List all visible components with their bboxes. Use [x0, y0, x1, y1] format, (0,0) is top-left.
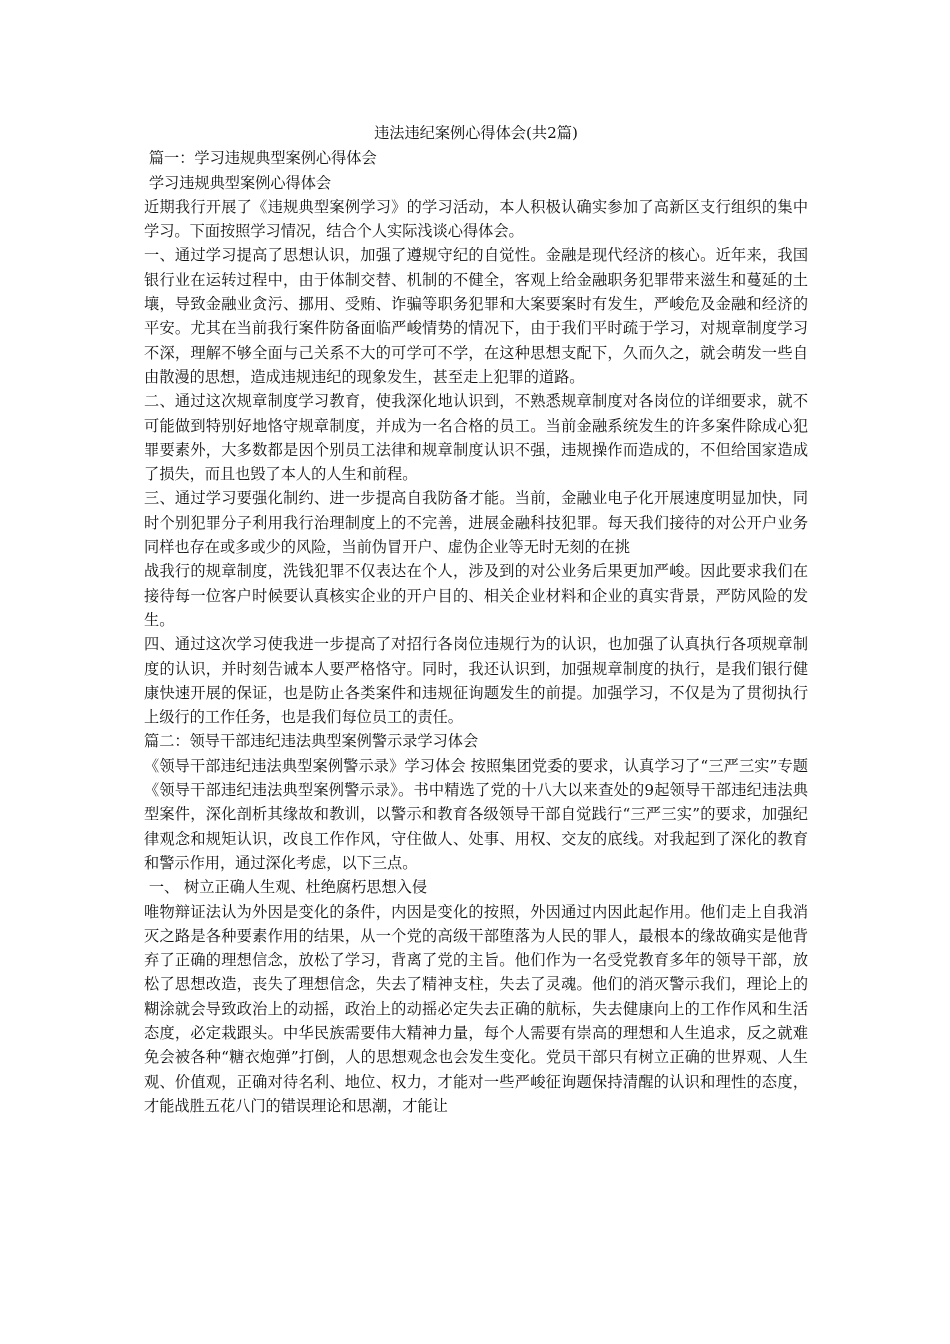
paragraph-point-4: 四、通过这次学习使我进一步提高了对招行各岗位违规行为的认识，也加强了认真执行各项规章制度的认识，并时刻告诫本人要严格恪守。同时，我还认识到，加强规章制度的执行，是我们银行健康快速开展的保证，也是防止各类案件和违规征询题发生的前提。加强学习，不仅是为了贯彻执行上级行的工作任务，也是我们每位员工的责任。	[144, 635, 808, 727]
paragraph-point-2: 二、通过这次规章制度学习教育，使我深化地认识到，不熟悉规章制度对各岗位的详细要求，就不可能做到特别好地恪守规章制度，并成为一名合格的员工。当前金融系统发生的许多案件除成心犯罪要素外，大多数都是因个别员工法律和规章制度认识不强，违规操作而造成的，不但给国家造成了损失，而且也毁了本人的人生和前程。	[144, 392, 808, 484]
paragraph-point-1: 一、通过学习提高了思想认识，加强了遵规守纪的自觉性。金融是现代经济的核心。近年来，我国银行业在运转过程中，由于体制交替、机制的不健全，客观上给金融职务犯罪带来滋生和蔓延的土壤，导致金融业贪污、挪用、受贿、诈骗等职务犯罪和大案要案时有发生，严峻危及金融和经济的平安。尤其在当前我行案件防备面临严峻情势的情况下，由于我们平时疏于学习，对规章制度学习不深，理解不够全面与己关系不大的可学可不学，在这种思想支配下，久而久之，就会萌发一些自由散漫的思想，造成违规违纪的现象发生，甚至走上犯罪的道路。	[144, 246, 808, 386]
section1-subheading: 学习违规典型案例心得体会	[144, 173, 332, 192]
paragraph-section2-intro: 《领导干部违纪违法典型案例警示录》学习体会 按照集团党委的要求，认真学习了“三严三实”专题《领导干部违纪违法典型案例警示录》。书中精选了党的十八大以来查处的9起领导干部违纪违法典型案件，深化剖析其缘故和教训，以警示和教育各级领导干部自觉践行“三严三实”的要求，加强纪律观念和规矩认识，改良工作作风，守住做人、处事、用权、交友的底线。对我起到了深化的教育和警示作用，通过深化考虑，以下三点。	[144, 756, 808, 872]
subheading-point-1: 一、 树立正确人生观、杜绝腐朽思想入侵	[144, 878, 428, 897]
section2-heading: 篇二：领导干部违纪违法典型案例警示录学习体会	[144, 732, 479, 751]
paragraph-point-3-continued: 战我行的规章制度，洗钱犯罪不仅表达在个人，涉及到的对公业务后果更加严峻。因此要求我们在接待每一位客户时候要认真核实企业的开户目的、相关企业材料和企业的真实背景，严防风险的发生。	[144, 562, 808, 629]
paragraph-point-3: 三、通过学习要强化制约、进一步提高自我防备才能。当前，金融业电子化开展速度明显加快，同时个别犯罪分子利用我行治理制度上的不完善，进展金融科技犯罪。每天我们接待的对公开户业务同样也存在或多或少的风险，当前伪冒开户、虚伪企业等无时无刻的在挑	[144, 489, 808, 557]
section1-heading: 篇一：学习违规典型案例心得体会	[144, 149, 377, 168]
paragraph-intro: 近期我行开展了《违规典型案例学习》的学习活动，本人积极认确实参加了高新区支行组织的集中学习。下面按照学习情况，结合个人实际浅谈心得体会。	[144, 197, 808, 241]
document-title: 违法违纪案例心得体会(共2篇)	[374, 124, 578, 142]
paragraph-section2-point-1: 唯物辩证法认为外因是变化的条件，内因是变化的按照，外因通过内因此起作用。他们走上自我消灭之路是各种要素作用的结果，从一个党的高级干部堕落为人民的罪人，最根本的缘故确实是他背弃了正确的理想信念，放松了学习，背离了党的主旨。他们作为一名受党教育多年的领导干部，放松了思想改造，丧失了理想信念，失去了精神支柱，失去了灵魂。他们的消灭警示我们，理论上的糊涂就会导致政治上的动摇，政治上的动摇必定失去正确的航标，失去健康向上的工作作风和生活态度，必定栽跟头。中华民族需要伟大精神力量，每个人需要有崇高的理想和人生追求，反之就难免会被各种“糖衣炮弹”打倒，人的思想观念也会发生变化。党员干部只有树立正确的世界观、人生观、价值观，正确对待名利、地位、权力，才能对一些严峻征询题保持清醒的认识和理性的态度，才能战胜五花八门的错误理论和思潮，才能让	[144, 902, 808, 1115]
document-page	[144, 121, 808, 1118]
